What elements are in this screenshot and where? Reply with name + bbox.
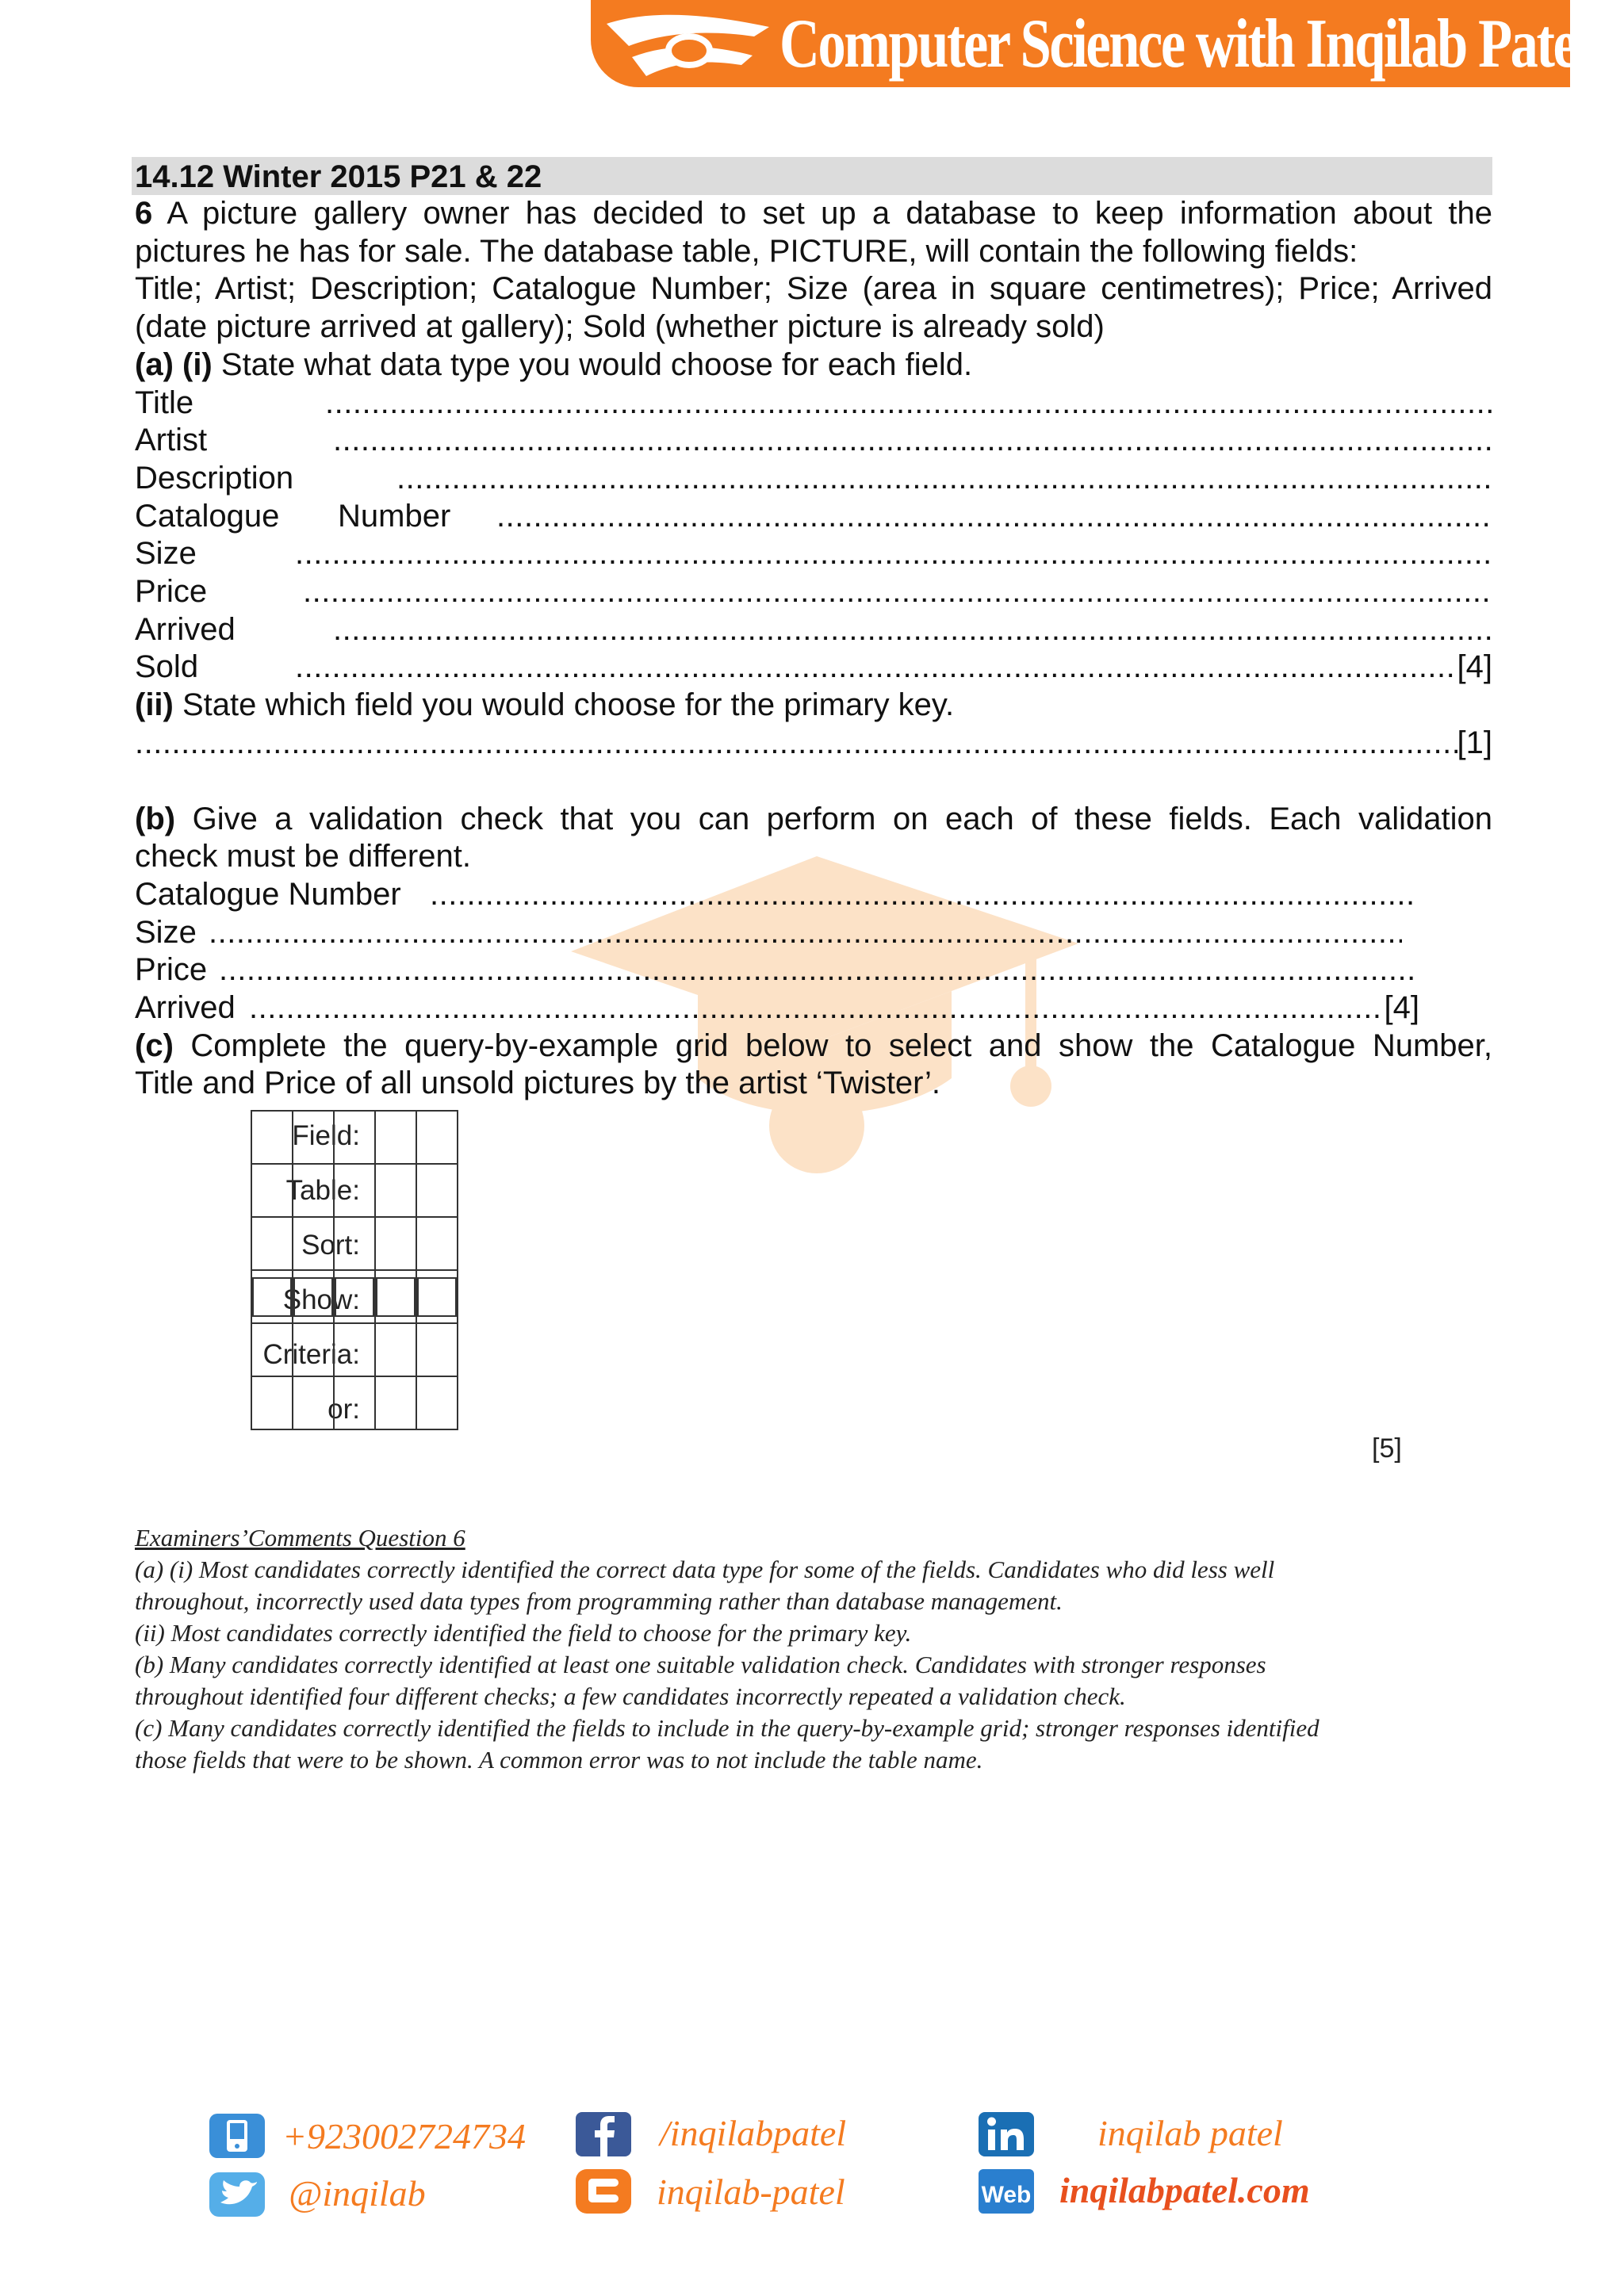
- field-label: Size: [135, 914, 197, 950]
- answer-dots: [396, 460, 1492, 498]
- part-a-i-text: State what data type you would choose for each field.: [220, 346, 973, 382]
- part-a-i-label: (a) (i): [135, 346, 213, 382]
- answer-dots: [135, 725, 1457, 763]
- qbe-cell[interactable]: [375, 1323, 416, 1376]
- question-content: [135, 157, 1492, 1103]
- comment-line: throughout, incorrectly used data types from programming rather than database management.: [135, 1587, 1063, 1615]
- qbe-row-label: Table:: [285, 1175, 360, 1206]
- facebook-icon: [574, 2110, 633, 2158]
- show-checkbox[interactable]: [293, 1277, 333, 1317]
- logo-swoosh-icon: [591, 0, 781, 101]
- qbe-cell[interactable]: [293, 1270, 334, 1323]
- validation-line-size[interactable]: [135, 914, 1402, 952]
- qbe-cell[interactable]: [251, 1323, 293, 1376]
- comment-line: (c) Many candidates correctly identified the fields to include in the query-by-example grid; stronger responses identified: [135, 1714, 1320, 1742]
- qbe-cell[interactable]: [334, 1164, 375, 1217]
- show-checkbox[interactable]: [252, 1277, 292, 1317]
- question-number: 6: [135, 196, 153, 231]
- field-label: Title: [135, 385, 194, 420]
- field-label: Description: [135, 460, 294, 496]
- qbe-cell[interactable]: [375, 1164, 416, 1217]
- header-banner: [591, 0, 1590, 87]
- mark-allocation: [4]: [1384, 990, 1419, 1026]
- validation-line-arrived[interactable]: [135, 989, 1419, 1027]
- qbe-cell[interactable]: [416, 1217, 458, 1270]
- qbe-cell[interactable]: [293, 1217, 334, 1270]
- field-label: Number: [338, 498, 451, 534]
- qbe-cell[interactable]: [293, 1376, 334, 1429]
- part-a-ii-prompt: [135, 687, 1492, 725]
- qbe-row: [251, 1270, 458, 1323]
- field-label: Catalogue: [135, 498, 280, 534]
- part-b-prompt: [135, 801, 1492, 876]
- qbe-row-label: or:: [327, 1394, 360, 1425]
- field-label: Size: [135, 536, 197, 572]
- qbe-cell[interactable]: [251, 1270, 293, 1323]
- footer-facebook[interactable]: /inqilabpatel: [660, 2113, 847, 2153]
- examiners-comments: [135, 1522, 1530, 1776]
- show-checkbox[interactable]: [335, 1277, 374, 1317]
- answer-line-primary-key[interactable]: [135, 725, 1492, 763]
- qbe-cell[interactable]: [334, 1111, 375, 1164]
- mark-allocation: [5]: [1372, 1433, 1402, 1464]
- qbe-cell[interactable]: [375, 1111, 416, 1164]
- qbe-cell[interactable]: [334, 1270, 375, 1323]
- qbe-cell[interactable]: [251, 1217, 293, 1270]
- answer-dots: [209, 914, 1402, 952]
- validation-line-price[interactable]: [135, 951, 1416, 989]
- field-label: Arrived: [135, 990, 236, 1026]
- qbe-cell[interactable]: [251, 1111, 293, 1164]
- answer-dots: [219, 951, 1416, 989]
- qbe-row: [251, 1164, 458, 1217]
- web-icon: [977, 2168, 1036, 2215]
- part-c-line: Complete the query-by-example grid below to select and show the Catalogue Number,: [190, 1027, 1493, 1063]
- answer-dots: [496, 498, 1492, 536]
- qbe-cell[interactable]: [334, 1323, 375, 1376]
- answer-dots: [295, 649, 1457, 687]
- part-b-line: Give a validation check that you can perform on each of these fields. Each validation: [192, 801, 1492, 836]
- part-c-label: (c): [135, 1027, 174, 1063]
- comment-line: throughout identified four different checks; a few candidates incorrectly repeated a validation check.: [135, 1682, 1126, 1710]
- field-label: Sold: [135, 649, 199, 685]
- twitter-icon: [208, 2171, 266, 2218]
- qbe-row-label: Criteria:: [262, 1339, 360, 1370]
- qbe-cell[interactable]: [334, 1217, 375, 1270]
- field-label: Artist: [135, 423, 208, 458]
- comment-line: (a) (i) Most candidates correctly identified the correct data type for some of the fields. Candidates who did less well: [135, 1556, 1275, 1583]
- qbe-cell[interactable]: [416, 1111, 458, 1164]
- svg-text:Web: Web: [981, 2182, 1032, 2208]
- answer-line-catalogue-number[interactable]: [135, 498, 1492, 536]
- mark-allocation: [4]: [1457, 649, 1492, 685]
- field-label: Price: [135, 574, 208, 610]
- qbe-cell[interactable]: [251, 1376, 293, 1429]
- part-b-label: (b): [135, 801, 176, 836]
- part-c-line: Title and Price of all unsold pictures by the artist ‘Twister’.: [135, 1066, 940, 1101]
- part-b-line: check must be different.: [135, 839, 471, 874]
- qbe-row: [251, 1111, 458, 1164]
- qbe-table: [251, 1110, 458, 1430]
- show-checkbox[interactable]: [376, 1277, 416, 1317]
- comment-line: (ii) Most candidates correctly identified the field to choose for the primary key.: [135, 1619, 912, 1647]
- answer-line-title[interactable]: [135, 385, 1492, 423]
- qbe-row: [251, 1323, 458, 1376]
- qbe-row-label: Sort:: [301, 1230, 360, 1261]
- qbe-cell[interactable]: [293, 1111, 334, 1164]
- field-label: Catalogue Number: [135, 876, 401, 912]
- qbe-cell[interactable]: [416, 1376, 458, 1429]
- footer-twitter[interactable]: @inqilab: [289, 2173, 426, 2214]
- qbe-cell[interactable]: [251, 1164, 293, 1217]
- qbe-row-label: Show:: [282, 1284, 360, 1315]
- show-checkbox[interactable]: [417, 1277, 457, 1317]
- answer-line-size[interactable]: [135, 535, 1492, 573]
- question-intro: [135, 195, 1492, 346]
- comment-line: (b) Many candidates correctly identified at least one suitable validation check. Candidates with stronger responses: [135, 1651, 1266, 1678]
- linkedin-icon: [977, 2110, 1036, 2158]
- part-a-i-prompt: [135, 346, 1492, 385]
- footer-phone[interactable]: +923002724734: [282, 2116, 527, 2156]
- intro-line: A picture gallery owner has decided to set up a database to keep information about the: [167, 196, 1492, 231]
- footer-linkedin[interactable]: inqilab patel: [1097, 2113, 1283, 2153]
- qbe-cell[interactable]: [375, 1376, 416, 1429]
- answer-line-arrived[interactable]: [135, 611, 1492, 649]
- qbe-cell[interactable]: [416, 1164, 458, 1217]
- qbe-cell[interactable]: [416, 1323, 458, 1376]
- intro-line: pictures he has for sale. The database table, PICTURE, will contain the following fields:: [135, 233, 1358, 269]
- answer-line-description[interactable]: [135, 460, 1492, 498]
- part-a-ii-label: (ii): [135, 687, 174, 723]
- blogger-icon: [574, 2168, 633, 2215]
- footer-website[interactable]: inqilabpatel.com: [1059, 2170, 1310, 2210]
- qbe-cell[interactable]: [293, 1323, 334, 1376]
- answer-dots: [333, 611, 1492, 649]
- phone-icon: [208, 2112, 266, 2160]
- answer-line-sold[interactable]: [135, 649, 1492, 687]
- part-c-prompt: [135, 1027, 1492, 1103]
- field-label: Arrived: [135, 611, 236, 647]
- answer-dots: [333, 422, 1492, 460]
- qbe-cell[interactable]: [375, 1270, 416, 1323]
- answer-dots: [430, 876, 1416, 914]
- intro-line: Title; Artist; Description; Catalogue Number; Size (area in square centimetres); Price; Arrived: [135, 271, 1492, 307]
- answer-dots: [295, 535, 1492, 573]
- banner-title: Computer Science with Inqilab Patel: [779, 6, 1590, 82]
- qbe-cell[interactable]: [334, 1376, 375, 1429]
- part-a-ii-text: State which field you would choose for the primary key.: [182, 687, 955, 723]
- answer-dots: [325, 385, 1492, 423]
- field-label: Price: [135, 952, 208, 988]
- validation-line-catalogue-number[interactable]: [135, 876, 1416, 914]
- comments-heading: Examiners’Comments Question 6: [135, 1524, 465, 1552]
- qbe-row-label: Field:: [292, 1120, 360, 1151]
- answer-line-price[interactable]: [135, 573, 1492, 611]
- qbe-row: [251, 1217, 458, 1270]
- answer-dots: [303, 573, 1492, 611]
- qbe-cell[interactable]: [416, 1270, 458, 1323]
- qbe-row: [251, 1376, 458, 1429]
- footer-blogger[interactable]: inqilab-patel: [657, 2172, 845, 2212]
- answer-dots: [249, 989, 1385, 1027]
- qbe-cell[interactable]: [293, 1164, 334, 1217]
- intro-line: (date picture arrived at gallery); Sold (whether picture is already sold): [135, 309, 1105, 345]
- comment-line: those fields that were to be shown. A common error was to not include the table name.: [135, 1746, 983, 1774]
- mark-allocation: [1]: [1457, 725, 1492, 760]
- answer-line-artist[interactable]: [135, 422, 1492, 460]
- qbe-cell[interactable]: [375, 1217, 416, 1270]
- section-title: 14.12 Winter 2015 P21 & 22: [132, 157, 1492, 195]
